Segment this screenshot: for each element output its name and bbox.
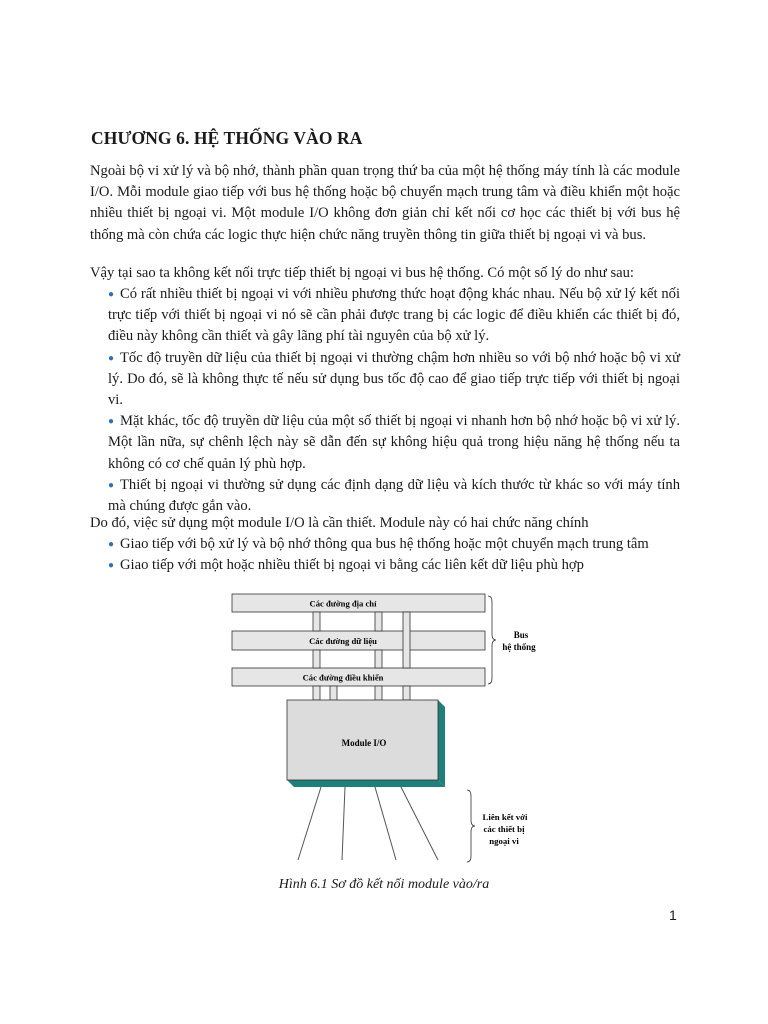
list-item <box>90 555 680 576</box>
bullet-icon: ● <box>108 539 115 550</box>
peripheral-link <box>342 787 345 860</box>
connector <box>313 650 320 668</box>
link-brace <box>467 790 475 862</box>
list-item <box>90 348 680 412</box>
list-item-text: Tốc độ truyền dữ liệu của thiết bị ngoại vi thường chậm hơn nhiều so với bộ nhớ hoặc bộ vi xử lý. Do đó, sẽ là không thực tế nếu sử dụng bus tốc độ cao để giao tiếp trực tiếp với thiết bị ngoại vi. <box>108 349 680 409</box>
list-item-text: Giao tiếp với một hoặc nhiều thiết bị ngoại vi bằng các liên kết dữ liệu phù hợp <box>120 557 584 574</box>
data-lines-label: Các đường dữ liệu <box>309 636 377 646</box>
bullet-icon: ● <box>108 560 115 572</box>
bullet-icon: ● <box>108 352 115 364</box>
page-number: 1 <box>669 907 677 923</box>
module-shadow <box>287 780 445 787</box>
conclusion-paragraph: Do đó, việc sử dụng một module I/O là cần thiết. Module này có hai chức năng chính <box>90 515 589 531</box>
question-paragraph: Vậy tại sao ta không kết nối trực tiếp thiết bị ngoại vi bus hệ thống. Có một số lý do như sau: <box>90 265 634 281</box>
peripheral-link <box>375 787 396 860</box>
link-label-line2: các thiết bị <box>483 824 525 834</box>
bus-label-line2: hệ thống <box>502 642 536 652</box>
connector <box>375 612 382 631</box>
list-item <box>90 475 680 517</box>
bullet-icon: ● <box>108 289 115 300</box>
io-module-diagram <box>225 588 555 873</box>
list-item <box>90 411 680 475</box>
link-label-line3: ngoại vi <box>489 836 519 846</box>
list-item-text: Có rất nhiều thiết bị ngoại vi với nhiều phương thức hoạt động khác nhau. Nếu bộ xử lý kết nối trực tiếp với thiết bị ngoại vi nó sẽ cần phải được trang bị các logic để điều khiển các thiết bị đó, điều này không cần thiết và gây lãng phí tài nguyên của bộ xử lý. <box>108 286 680 345</box>
figure-caption: Hình 6.1 Sơ đồ kết nối module vào/ra <box>278 877 490 892</box>
connector <box>375 650 382 668</box>
connector <box>313 612 320 631</box>
module-label: Module I/O <box>341 738 387 748</box>
bullet-icon: ● <box>108 479 115 491</box>
intro-paragraph: Ngoài bộ vi xử lý và bộ nhớ, thành phần quan trọng thứ ba của một hệ thống máy tính là các module I/O. Mỗi module giao tiếp với bus hệ thống hoặc bộ chuyển mạch trung tâm và điều khiển một hoặc nhiều thiết bị ngoại vi. Một module I/O không đơn giản chỉ kết nối cơ học các thiết bị với bus hệ thống mà còn chứa các logic thực hiện chức năng truyền thông tin giữa thiết bị ngoại vi và bus. <box>90 163 680 243</box>
reasons-list <box>90 284 680 517</box>
module-shadow <box>438 700 445 787</box>
functions-list <box>90 534 680 576</box>
bus-label-line1: Bus <box>513 630 529 640</box>
connector <box>375 686 382 700</box>
bullet-icon: ● <box>108 416 115 428</box>
connector <box>330 686 337 700</box>
list-item <box>90 284 680 348</box>
list-item-text: Giao tiếp với bộ xử lý và bộ nhớ thông qua bus hệ thống hoặc một chuyển mạch trung tâm <box>120 536 649 552</box>
chapter-heading: CHƯƠNG 6. HỆ THỐNG VÀO RA <box>91 128 363 148</box>
bus-brace <box>488 596 496 684</box>
control-lines-label: Các đường điều khiển <box>302 672 384 683</box>
connector <box>313 686 320 700</box>
peripheral-link <box>298 787 321 860</box>
peripheral-link <box>401 787 438 860</box>
address-lines-label: Các đường địa chỉ <box>309 598 377 609</box>
connector <box>403 686 410 700</box>
list-item <box>90 534 680 555</box>
list-item-text: Thiết bị ngoại vi thường sử dụng các định dạng dữ liệu và kích thước từ khác so với máy tính mà chúng được gắn vào. <box>108 476 680 515</box>
list-item-text: Mặt khác, tốc độ truyền dữ liệu của một số thiết bị ngoại vi nhanh hơn bộ nhớ hoặc bộ vi xử lý. Một lần nữa, sự chênh lệch này sẽ dẫn đến sự không hiệu quả trong hiệu năng hệ thống nếu ta không có cơ chế quản lý phù hợp. <box>108 413 680 472</box>
link-label-line1: Liên kết với <box>482 812 528 822</box>
connector <box>403 612 410 668</box>
